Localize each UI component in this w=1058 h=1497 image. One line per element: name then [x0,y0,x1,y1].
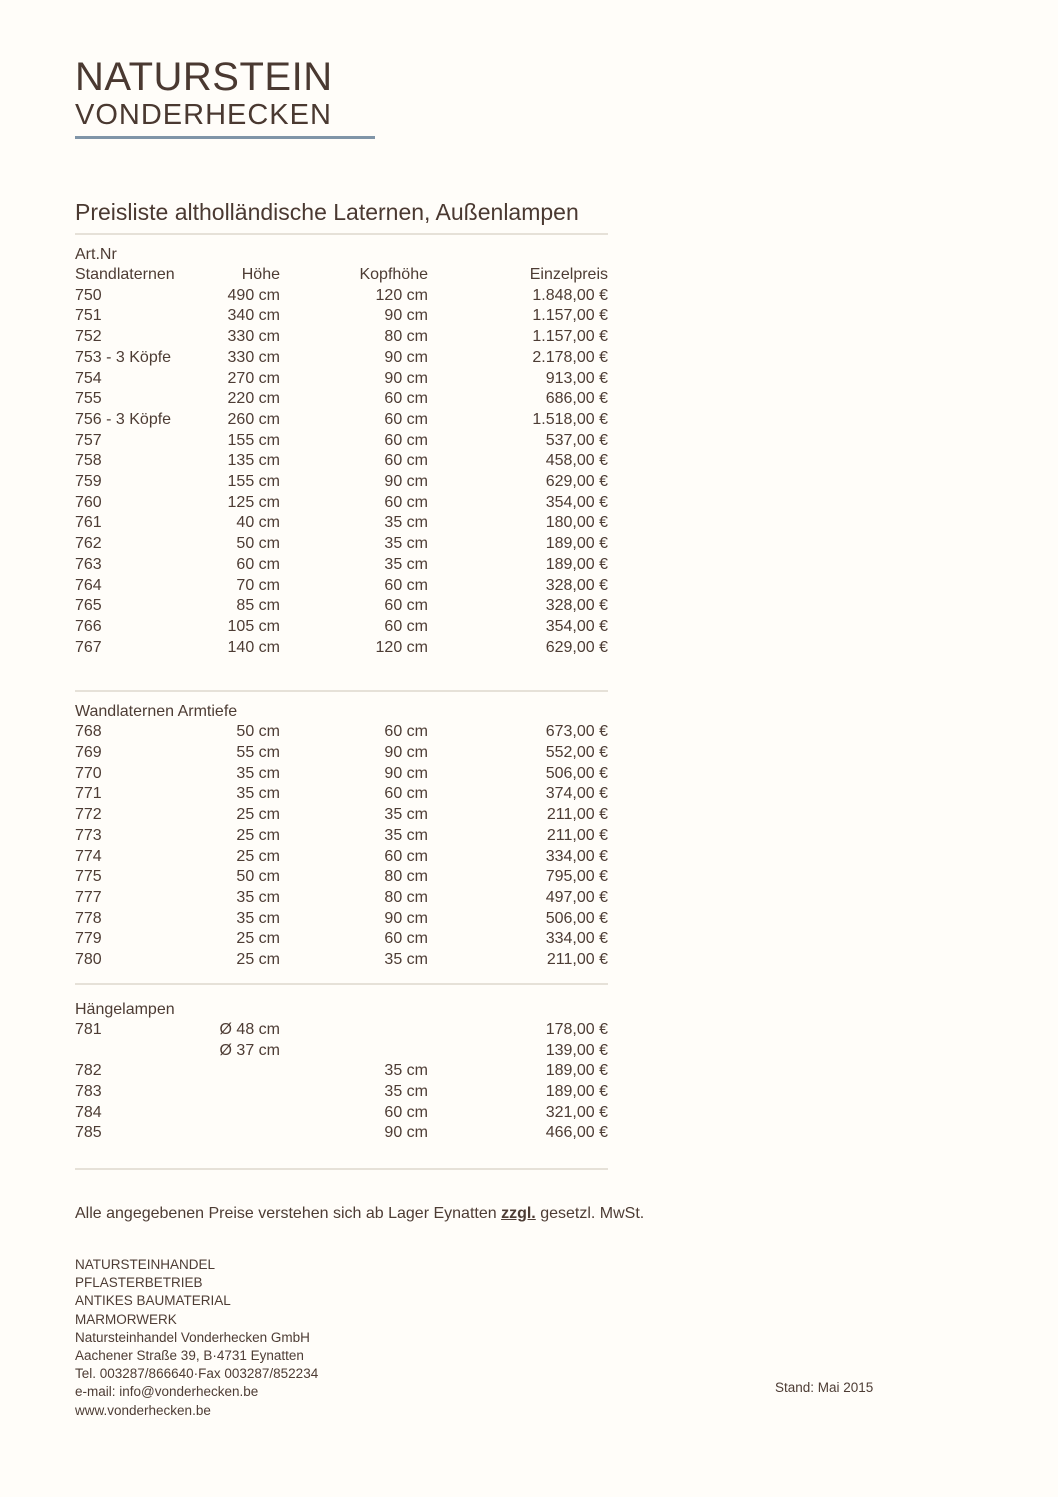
cell-kopfhoehe: 60 cm [384,576,428,594]
table-row [75,1123,608,1144]
table-row [75,805,608,826]
cell-kopfhoehe: 35 cm [384,1082,428,1100]
table-row [75,888,608,909]
cell-hoehe: 50 cm [236,868,280,886]
cell-artnr: 765 [75,597,102,615]
section-divider [75,690,608,692]
cell-preis: 629,00 € [545,473,608,491]
price-note [75,1203,695,1225]
cell-artnr: 780 [75,951,102,969]
cell-artnr: 758 [75,452,102,470]
table-row [75,1061,608,1082]
column-header-hoehe: Höhe [241,266,280,283]
cell-hoehe: 125 cm [227,493,280,511]
cell-kopfhoehe: 90 cm [384,307,428,325]
table-row [75,929,608,950]
cell-kopfhoehe: 35 cm [384,514,428,532]
cell-preis: 321,00 € [545,1103,608,1121]
table-row [75,596,608,617]
cell-preis: 334,00 € [545,847,608,865]
footer-line: Aachener Straße 39, B·4731 Eynatten [75,1348,304,1364]
cell-kopfhoehe: 90 cm [384,473,428,491]
table-row [75,1082,608,1103]
cell-preis: 537,00 € [545,431,608,449]
cell-kopfhoehe: 35 cm [384,555,428,573]
table-row [75,327,608,348]
table-row [75,451,608,472]
table-row [75,576,608,597]
cell-kopfhoehe: 60 cm [384,847,428,865]
cell-preis: 506,00 € [545,909,608,927]
cell-preis: 506,00 € [545,764,608,782]
cell-artnr: 784 [75,1103,102,1121]
document-date: Stand: Mai 2015 [775,1380,874,1395]
cell-kopfhoehe: 60 cm [384,431,428,449]
table-row [75,369,608,390]
cell-hoehe: 330 cm [227,348,280,366]
cell-kopfhoehe: 35 cm [384,826,428,844]
cell-hoehe: 40 cm [236,514,280,532]
cell-hoehe: 50 cm [236,723,280,741]
cell-artnr: 772 [75,806,102,824]
cell-hoehe [205,1082,280,1103]
cell-artnr: 782 [75,1062,102,1080]
table-row [75,617,608,638]
cell-hoehe: 220 cm [227,390,280,408]
cell-preis: 1.518,00 € [532,410,608,428]
cell-preis: 211,00 € [546,826,608,844]
cell-kopfhoehe: 120 cm [375,286,428,304]
cell-preis: 211,00 € [546,806,608,824]
cell-artnr: 785 [75,1124,102,1142]
cell-kopfhoehe: 90 cm [384,1124,428,1142]
footer-line: ANTIKES BAUMATERIAL [75,1293,231,1309]
section-heading-haengelampen: Hängelampen [75,1000,175,1018]
cell-preis: 1.848,00 € [532,286,608,304]
cell-kopfhoehe: 80 cm [384,888,428,906]
footer-line: www.vonderhecken.be [75,1402,211,1418]
table-row [75,389,608,410]
cell-artnr: 759 [75,473,102,491]
cell-preis: 497,00 € [545,888,608,906]
cell-kopfhoehe: 35 cm [384,535,428,553]
table-row [75,306,608,327]
cell-kopfhoehe: 35 cm [384,951,428,969]
table-row [75,638,608,659]
cell-preis: 211,00 € [546,951,608,969]
table-row [75,286,608,307]
column-header-standlaternen: Standlaternen [75,266,175,283]
logo-line1: NATURSTEIN [75,55,333,99]
table-row [75,431,608,452]
cell-preis: 374,00 € [545,785,608,803]
cell-kopfhoehe: 90 cm [384,744,428,762]
cell-preis: 180,00 € [545,514,608,532]
artnr-label: Art.Nr [75,246,117,263]
cell-hoehe: 35 cm [236,764,280,782]
cell-hoehe [205,1103,280,1124]
cell-artnr: 760 [75,493,102,511]
cell-artnr: 752 [75,328,102,346]
cell-hoehe: 140 cm [227,638,280,656]
cell-hoehe: 70 cm [236,576,280,594]
cell-artnr: 755 [75,390,102,408]
cell-artnr: 769 [75,744,102,762]
column-header-kopfhoehe: Kopfhöhe [359,266,428,283]
table-row [75,950,608,971]
cell-artnr: 763 [75,555,102,573]
cell-hoehe: 155 cm [227,473,280,491]
cell-preis: 466,00 € [545,1124,608,1142]
cell-kopfhoehe: 90 cm [384,909,428,927]
cell-artnr: 771 [75,785,102,803]
cell-artnr: 783 [75,1082,102,1100]
content-column [75,55,645,1420]
cell-preis: 189,00 € [545,555,608,573]
footer-address-block [75,1256,608,1420]
cell-hoehe [205,1123,280,1144]
cell-artnr: 779 [75,930,102,948]
cell-kopfhoehe: 60 cm [384,1103,428,1121]
cell-hoehe: 105 cm [227,617,280,635]
cell-hoehe: 25 cm [236,847,280,865]
cell-artnr [75,1041,205,1062]
table-row [75,410,608,431]
table-row [75,743,608,764]
cell-hoehe: 35 cm [236,909,280,927]
cell-hoehe: Ø 48 cm [219,1020,280,1038]
logo-rule [75,136,375,139]
table-row [75,1020,608,1041]
column-header-einzelpreis: Einzelpreis [529,266,608,283]
cell-kopfhoehe: 90 cm [384,369,428,387]
cell-kopfhoehe: 60 cm [384,493,428,511]
cell-hoehe: 330 cm [227,328,280,346]
cell-hoehe: 25 cm [236,930,280,948]
footer-line: e-mail: info@vonderhecken.be [75,1384,259,1400]
cell-artnr: 762 [75,535,102,553]
logo-line2: VONDERHECKEN [75,99,332,131]
table-row [75,555,608,576]
footer-line: Natursteinhandel Vonderhecken GmbH [75,1329,310,1345]
table-row [75,534,608,555]
cell-preis: 1.157,00 € [532,328,608,346]
cell-kopfhoehe: 60 cm [384,723,428,741]
cell-hoehe: Ø 37 cm [219,1041,280,1059]
cell-hoehe: 340 cm [227,307,280,325]
cell-artnr: 753 - 3 Köpfe [75,348,172,366]
cell-kopfhoehe [280,1020,428,1041]
cell-preis: 552,00 € [545,744,608,762]
footer-line: NATURSTEINHANDEL [75,1257,216,1273]
cell-preis: 328,00 € [545,597,608,615]
table-section-standlaternen [75,286,608,659]
cell-artnr: 770 [75,764,102,782]
cell-artnr: 768 [75,723,102,741]
cell-artnr: 781 [75,1020,102,1038]
cell-artnr: 774 [75,847,102,865]
table-row [75,764,608,785]
footer-line: MARMORWERK [75,1311,177,1327]
cell-hoehe: 490 cm [227,286,280,304]
table-row [75,513,608,534]
cell-kopfhoehe: 80 cm [384,868,428,886]
cell-hoehe: 25 cm [236,951,280,969]
table-section-wandlaternen [75,722,608,970]
cell-preis: 354,00 € [545,617,608,635]
section-heading-wandlaternen: Wandlaternen Armtiefe [75,703,238,721]
cell-hoehe: 35 cm [236,888,280,906]
cell-artnr: 766 [75,617,102,635]
note-text-prefix: Alle angegebenen Preise verstehen sich ab Lager Eynatten [75,1205,502,1223]
cell-kopfhoehe: 80 cm [384,328,428,346]
cell-preis: 673,00 € [545,723,608,741]
cell-artnr: 750 [75,286,102,304]
section-divider [75,983,608,985]
cell-kopfhoehe [280,1041,428,1062]
cell-artnr: 778 [75,909,102,927]
table-header-row [75,265,608,286]
cell-artnr: 754 [75,369,102,387]
cell-artnr: 777 [75,888,102,906]
logo [75,55,608,139]
note-zzgl-emphasis: zzgl. [501,1205,536,1223]
table-row [75,784,608,805]
cell-artnr: 756 - 3 Köpfe [75,410,172,428]
cell-preis: 795,00 € [545,868,608,886]
cell-artnr: 773 [75,826,102,844]
cell-preis: 458,00 € [545,452,608,470]
cell-artnr: 764 [75,576,102,594]
cell-hoehe [205,1061,280,1082]
cell-preis: 1.157,00 € [532,307,608,325]
cell-preis: 629,00 € [545,638,608,656]
cell-kopfhoehe: 60 cm [384,410,428,428]
cell-preis: 328,00 € [545,576,608,594]
table-row [75,472,608,493]
table-row [75,348,608,369]
cell-hoehe: 270 cm [227,369,280,387]
cell-kopfhoehe: 90 cm [384,348,428,366]
cell-preis: 686,00 € [545,390,608,408]
cell-preis: 2.178,00 € [532,348,608,366]
cell-artnr: 761 [75,514,102,532]
title-divider [75,233,608,235]
cell-kopfhoehe: 60 cm [384,930,428,948]
cell-kopfhoehe: 60 cm [384,617,428,635]
cell-artnr: 775 [75,868,102,886]
cell-hoehe: 25 cm [236,806,280,824]
cell-kopfhoehe: 60 cm [384,597,428,615]
cell-artnr: 757 [75,431,102,449]
table-row [75,493,608,514]
cell-kopfhoehe: 60 cm [384,390,428,408]
cell-hoehe: 155 cm [227,431,280,449]
footer-line: Tel. 003287/866640·Fax 003287/852234 [75,1366,319,1382]
cell-preis: 178,00 € [545,1020,608,1038]
cell-hoehe: 25 cm [236,826,280,844]
cell-preis: 189,00 € [545,1062,608,1080]
cell-kopfhoehe: 35 cm [384,1062,428,1080]
footer-line: PFLASTERBETRIEB [75,1275,203,1291]
cell-hoehe: 60 cm [236,555,280,573]
table-row [75,722,608,743]
table-row [75,867,608,888]
cell-artnr: 751 [75,307,102,325]
cell-hoehe: 135 cm [227,452,280,470]
cell-preis: 139,00 € [545,1041,608,1059]
cell-preis: 913,00 € [545,369,608,387]
cell-kopfhoehe: 60 cm [384,785,428,803]
cell-preis: 189,00 € [545,535,608,553]
cell-kopfhoehe: 60 cm [384,452,428,470]
cell-kopfhoehe: 35 cm [384,806,428,824]
cell-hoehe: 35 cm [236,785,280,803]
table-row [75,1041,608,1062]
bottom-divider [75,1168,608,1170]
cell-preis: 189,00 € [545,1082,608,1100]
cell-hoehe: 260 cm [227,410,280,428]
table-row [75,826,608,847]
cell-artnr: 767 [75,638,102,656]
cell-hoehe: 50 cm [236,535,280,553]
table-row [75,847,608,868]
cell-kopfhoehe: 120 cm [375,638,428,656]
cell-hoehe: 85 cm [236,597,280,615]
cell-preis: 354,00 € [545,493,608,511]
cell-preis: 334,00 € [545,930,608,948]
table-row [75,1103,608,1124]
note-text-suffix: gesetzl. MwSt. [535,1205,645,1223]
cell-hoehe: 55 cm [236,744,280,762]
cell-kopfhoehe: 90 cm [384,764,428,782]
table-section-haengelampen [75,1020,608,1144]
page-title: Preisliste altholländische Laternen, Außenlampen [75,199,579,225]
table-row [75,909,608,930]
